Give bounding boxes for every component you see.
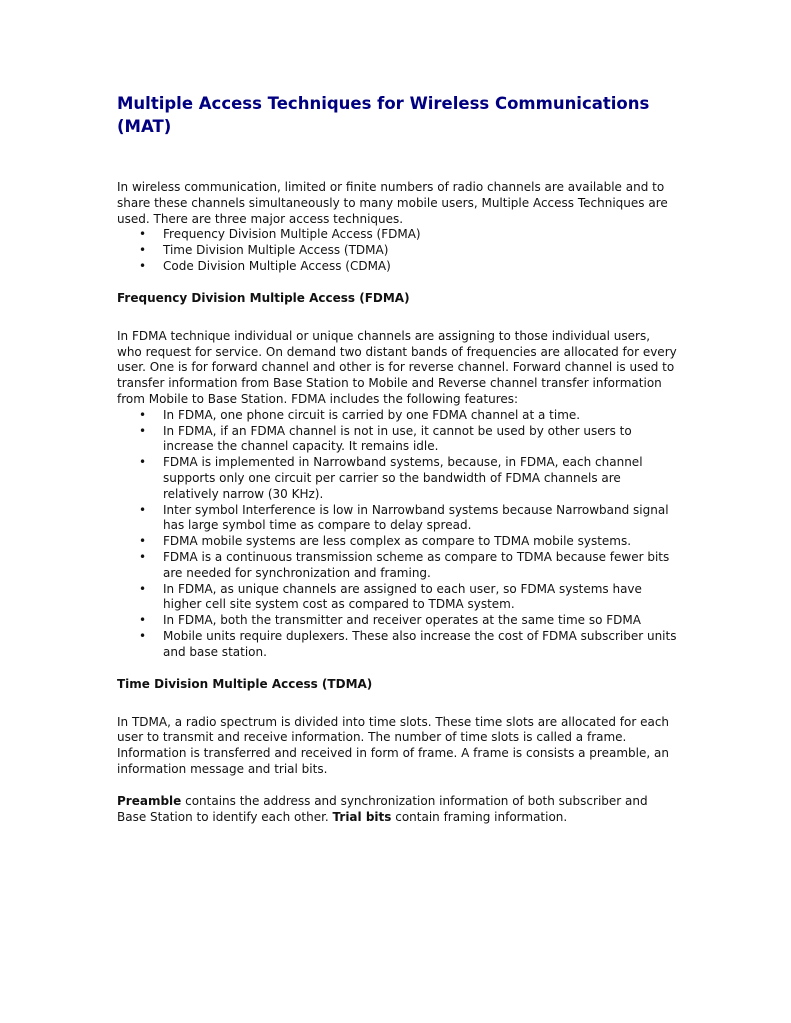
list-item: • Frequency Division Multiple Access (FDMA) <box>117 227 677 243</box>
list-item: • In FDMA, one phone circuit is carried by one FDMA channel at a time. <box>117 408 677 424</box>
list-item: • Code Division Multiple Access (CDMA) <box>117 259 677 275</box>
document-page <box>117 92 677 825</box>
list-item: • Inter symbol Interference is low in Narrowband systems because Narrowband signal has large symbol time as compare to delay spread. <box>117 503 677 535</box>
list-item: • Mobile units require duplexers. These also increase the cost of FDMA subscriber units and base station. <box>117 629 677 661</box>
fdma-paragraph: In FDMA technique individual or unique channels are assigning to those individual users, who request for service. On demand two distant bands of frequencies are allocated for every user. One is for forward channel and other is for reverse channel. Forward channel is used to transfer information from Base Station to Mobile and Reverse channel transfer information from Mobile to Base Station. FDMA includes the following features: <box>117 328 677 406</box>
list-item: • FDMA is a continuous transmission scheme as compare to TDMA because fewer bits are needed for synchronization and framing. <box>117 550 677 582</box>
list-item: • In FDMA, as unique channels are assigned to each user, so FDMA systems have higher cell site system cost as compared to TDMA system. <box>117 582 677 614</box>
tdma-paragraph: In TDMA, a radio spectrum is divided into time slots. These time slots are allocated for each user to transmit and receive information. The number of time slots is called a frame. Information is transferred and received in form of frame. A frame is consists a preamble, an information message and trial bits. <box>117 714 670 776</box>
list-item: • In FDMA, if an FDMA channel is not in use, it cannot be used by other users to increase the channel capacity. It remains idle. <box>117 424 677 456</box>
preamble-paragraph <box>117 794 677 826</box>
list-item: • In FDMA, both the transmitter and receiver operates at the same time so FDMA <box>117 613 677 629</box>
fdma-heading: Frequency Division Multiple Access (FDMA) <box>117 290 410 305</box>
intro-paragraph: In wireless communication, limited or finite numbers of radio channels are available and to share these channels simultaneously to many mobile users, Multiple Access Techniques are used. There are three major access techniques. <box>117 180 668 226</box>
techniques-list <box>117 227 677 274</box>
trial-bits-term: Trial bits <box>332 809 392 824</box>
preamble-text: contains the address and synchronization information of both subscriber and Base Station to identify each other. <box>117 793 648 824</box>
list-item: • FDMA is implemented in Narrowband systems, because, in FDMA, each channel supports only one circuit per carrier so the bandwidth of FDMA channels are relatively narrow (30 KHz). <box>117 455 677 502</box>
page-title: Multiple Access Techniques for Wireless Communications (MAT) <box>117 94 650 136</box>
list-item: • Time Division Multiple Access (TDMA) <box>117 243 677 259</box>
fdma-features-list <box>117 408 677 661</box>
preamble-term: Preamble <box>117 793 182 808</box>
list-item: • FDMA mobile systems are less complex as compare to TDMA mobile systems. <box>117 534 677 550</box>
trial-bits-text: contain framing information. <box>391 809 568 824</box>
tdma-heading: Time Division Multiple Access (TDMA) <box>117 676 373 691</box>
